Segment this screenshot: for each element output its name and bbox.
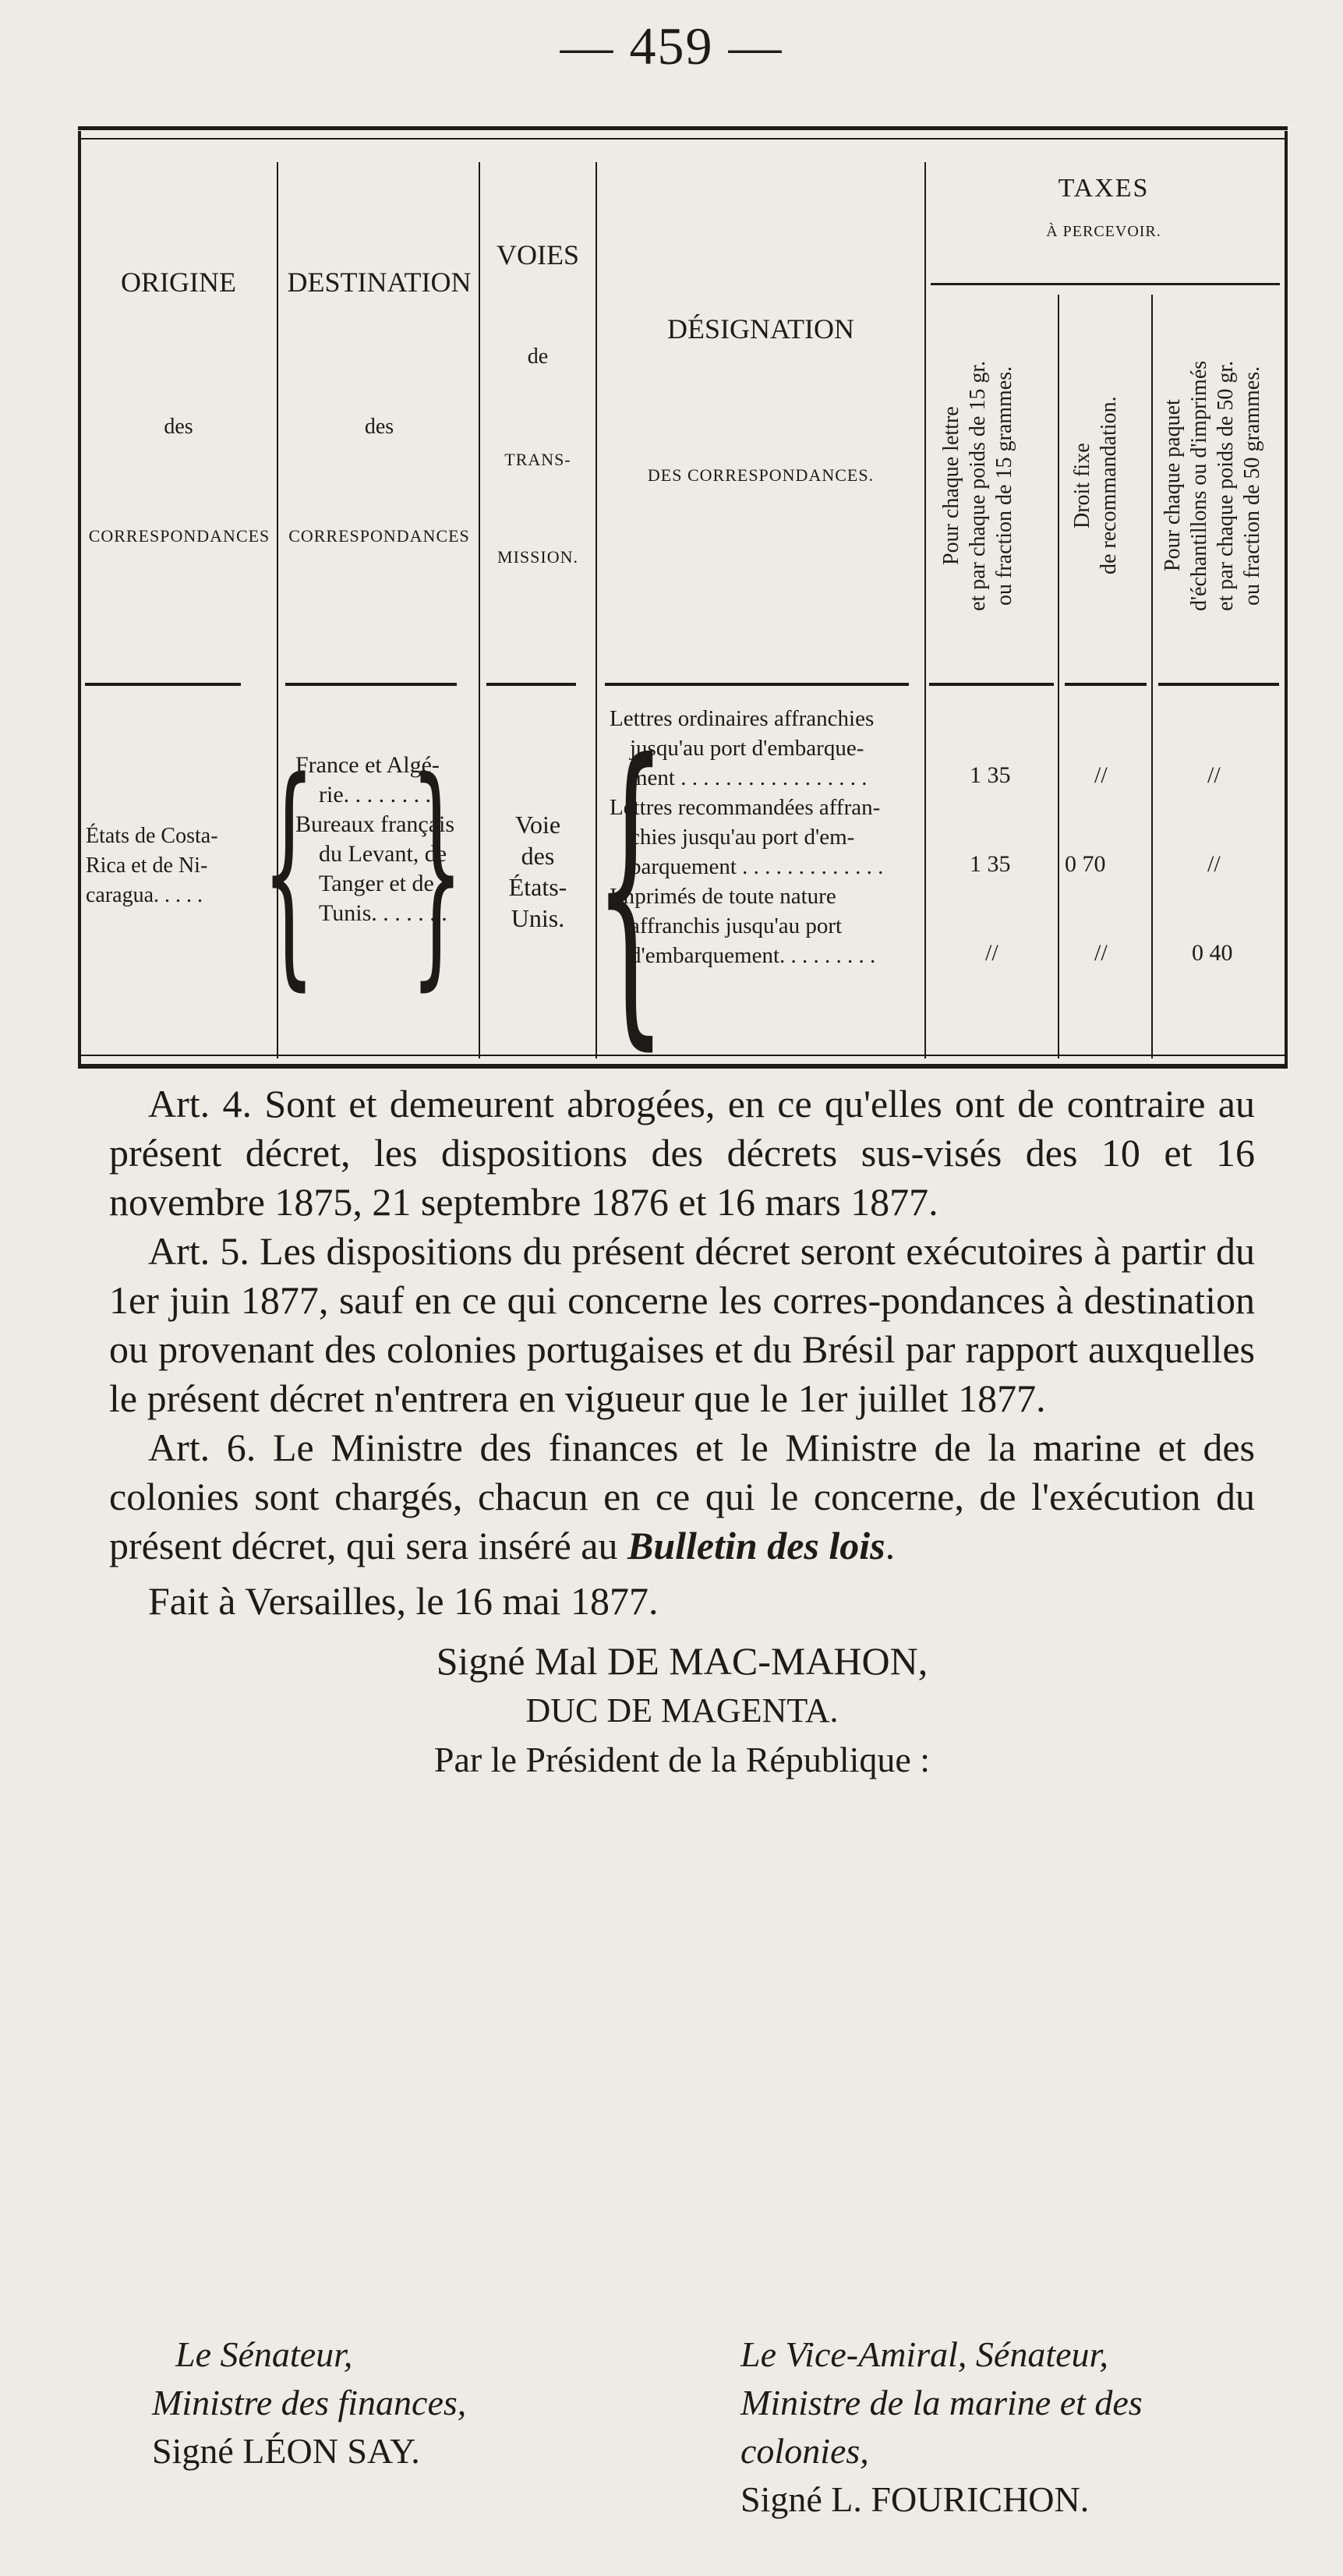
header-taxes: TAXES — [1058, 174, 1150, 203]
signature-left — [152, 2330, 466, 2475]
sig-left-ministry: Ministre des finances, — [152, 2383, 467, 2422]
col-divider — [1058, 295, 1059, 1058]
value-lettre-2: 1 35 — [970, 851, 1011, 877]
article-6 — [109, 1423, 1255, 1571]
cell-origine — [86, 822, 277, 910]
value-paquet-2: // — [1207, 851, 1221, 877]
fait-a-versailles: Fait à Versailles, le 16 mai 1877. — [148, 1579, 659, 1623]
tax-table — [78, 131, 1288, 1077]
taxes-underline — [931, 283, 1280, 285]
header-origine-des: des — [164, 415, 193, 439]
header-voies-trans: TRANS- — [504, 450, 571, 469]
header-origine: ORIGINE — [121, 267, 236, 298]
signature-president: Signé Mal DE MAC-MAHON, — [436, 1639, 928, 1683]
designation-line: jusqu'au port d'embarque- — [630, 736, 864, 761]
header-col-droit: Droit fixe de recommandation. — [1070, 396, 1121, 575]
cell-voie-line: États- — [508, 873, 567, 901]
article-6-text: Art. 6. Le Ministre des finances et le Ministre de la marine et des colonies sont chargés, chacun en ce qui le concerne, de l'exécution du présent décret, qui sera inséré au — [109, 1426, 1255, 1567]
designation-line: Lettres ordinaires affranchies — [610, 706, 875, 731]
designation-line: barquement . . . . . . . . . . . . . — [630, 854, 884, 879]
cell-destination-line: Bureaux français — [295, 811, 455, 837]
value-paquet-1: // — [1207, 762, 1221, 788]
cell-origine-line: États de Costa- — [86, 824, 218, 848]
cell-voie — [480, 809, 596, 934]
duc-de-magenta: DUC DE MAGENTA. — [525, 1691, 839, 1730]
cell-voie-line: Voie — [514, 811, 561, 839]
designation-line: d'embarquement. . . . . . . . . — [630, 943, 876, 968]
header-origine-correspondances: CORRESPONDANCES — [88, 526, 270, 546]
header-separator — [1065, 683, 1147, 686]
page-number: — 459 — — [560, 16, 783, 76]
header-voies-mission: MISSION. — [497, 547, 578, 567]
header-separator — [929, 683, 1054, 686]
col-divider — [1151, 295, 1153, 1058]
table-bottom-rule — [78, 1055, 1288, 1069]
cell-destination-line: du Levant, de — [319, 841, 447, 867]
table-top-rule — [78, 126, 1288, 140]
brace-origine: { — [262, 730, 316, 1012]
col-divider — [924, 162, 926, 1058]
header-separator — [486, 683, 576, 686]
decree-text — [109, 1080, 1255, 1784]
header-col-lettre: Pour chaque lettre et par chaque poids de 15 gr. ou fraction de 15 grammes. — [939, 360, 1016, 611]
cell-voie-line: des — [521, 842, 555, 870]
header-separator — [285, 683, 457, 686]
cell-destination-line: Tunis. . . . . . . — [319, 900, 447, 926]
header-designation: DÉSIGNATION — [667, 313, 854, 345]
value-droit-2: 0 70 — [1065, 851, 1106, 877]
header-taxes-sub: À PERCEVOIR. — [1046, 223, 1161, 240]
value-droit-1: // — [1094, 762, 1108, 788]
header-separator — [85, 683, 241, 686]
sig-left-name: Signé LÉON SAY. — [152, 2431, 420, 2471]
sig-right-name: Signé L. FOURICHON. — [740, 2479, 1090, 2519]
sig-right-ministry: Ministre de la marine et des colonies, — [740, 2383, 1143, 2471]
value-lettre-3: // — [985, 940, 998, 966]
header-separator — [605, 683, 909, 686]
cell-destination-line: Tanger et de — [319, 871, 434, 896]
brace-destination: { — [409, 730, 464, 1012]
header-col-paquet: Pour chaque paquet d'échantillons ou d'imprimés et par chaque poids de 50 gr. ou fraction de 50 grammes. — [1161, 360, 1264, 611]
value-paquet-3: 0 40 — [1192, 940, 1233, 966]
designation-line: Imprimés de toute nature — [610, 884, 836, 909]
header-destination-des: des — [364, 415, 394, 439]
header-destination: DESTINATION — [287, 267, 472, 298]
cell-voie-line: Unis. — [511, 904, 565, 932]
designation-line: ment . . . . . . . . . . . . . . . . . — [630, 765, 868, 790]
header-voies: VOIES — [497, 239, 579, 270]
value-droit-3: // — [1094, 940, 1108, 966]
cell-designation-3 — [610, 882, 921, 970]
article-4: Art. 4. Sont et demeurent abrogées, en ce qu'elles ont de contraire au présent décret, les dispositions des décrets sus-visés des 10 et 16 novembre 1875, 21 septembre 1876 et 16 mars 1877. — [109, 1082, 1255, 1224]
minister-signatures — [136, 2330, 1243, 2557]
header-destination-correspondances: CORRESPONDANCES — [288, 526, 470, 546]
sig-left-title: Le Sénateur, — [175, 2334, 353, 2374]
sig-right-title: Le Vice-Amiral, Sénateur, — [740, 2334, 1108, 2374]
article-5: Art. 5. Les dispositions du présent décret seront exécutoires à partir du 1er juin 1877, sauf en ce qui concerne les corres-pondances à destination ou provenant des colonies portugaises et du Brésil par rapport auxquelles le présent décret n'entrera en vigueur que le 1er juillet 1877. — [109, 1229, 1255, 1420]
cell-origine-line: Rica et de Ni- — [86, 853, 208, 878]
cell-destination-line: France et Algé- — [295, 752, 440, 778]
designation-line: Lettres recommandées affran- — [610, 795, 881, 820]
cell-designation-1 — [610, 704, 921, 793]
bulletin-des-lois: Bulletin des lois — [627, 1524, 885, 1567]
brace-designation: { — [594, 696, 667, 1077]
designation-line: affranchis jusqu'au port — [630, 913, 843, 938]
cell-origine-line: caragua. . . . . — [86, 883, 203, 907]
header-voies-de: de — [527, 345, 549, 369]
cell-destination-line: rie. . . . . . . . — [319, 782, 432, 807]
designation-line: chies jusqu'au port d'em- — [630, 825, 855, 850]
cell-designation-2 — [610, 793, 921, 882]
article-6-end: . — [885, 1524, 896, 1567]
value-lettre-1: 1 35 — [970, 762, 1011, 788]
header-separator — [1158, 683, 1279, 686]
header-designation-correspondances: DES CORRESPONDANCES. — [647, 465, 875, 485]
par-le-president: Par le Président de la République : — [433, 1740, 931, 1779]
signature-right — [740, 2330, 1243, 2524]
